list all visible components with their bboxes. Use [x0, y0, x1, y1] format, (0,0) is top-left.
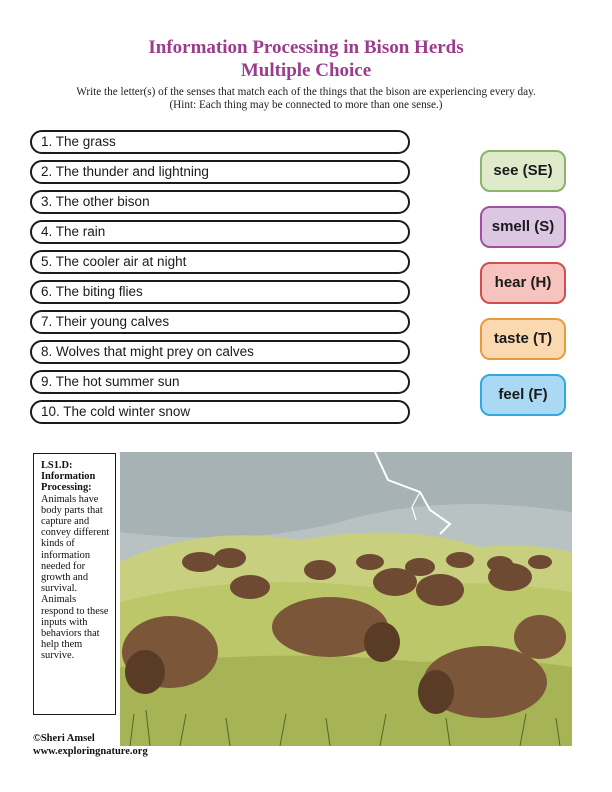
- question-item[interactable]: 5. The cooler air at night: [30, 250, 410, 274]
- sense-feel: feel (F): [480, 374, 566, 416]
- question-item[interactable]: 2. The thunder and lightning: [30, 160, 410, 184]
- worksheet-subtitle: Multiple Choice: [240, 60, 372, 81]
- website-link[interactable]: www.exploringnature.org: [33, 746, 148, 757]
- standard-body: Animals have body parts that capture and convey different kinds of information needed for growth and survival. Animals respond to these inputs with behaviors that help them survive.: [41, 493, 110, 662]
- question-item[interactable]: 4. The rain: [30, 220, 410, 244]
- question-item[interactable]: 6. The biting flies: [30, 280, 410, 304]
- worksheet-title: Information Processing in Bison Herds: [148, 37, 464, 58]
- question-item[interactable]: 10. The cold winter snow: [30, 400, 410, 424]
- sense-see: see (SE): [480, 150, 566, 192]
- sense-hear: hear (H): [480, 262, 566, 304]
- question-item[interactable]: 7. Their young calves: [30, 310, 410, 334]
- bison-herd-illustration: [120, 452, 572, 746]
- question-item[interactable]: 9. The hot summer sun: [30, 370, 410, 394]
- question-item[interactable]: 1. The grass: [30, 130, 410, 154]
- question-item[interactable]: 8. Wolves that might prey on calves: [30, 340, 410, 364]
- copyright: ©Sheri Amsel: [33, 733, 95, 744]
- hint: (Hint: Each thing may be connected to more than one sense.): [169, 99, 443, 111]
- sense-smell: smell (S): [480, 206, 566, 248]
- standard-heading: LS1.D: Information Processing:: [41, 460, 96, 494]
- standard-note-box: [33, 453, 116, 715]
- instructions: Write the letter(s) of the senses that match each of the things that the bison are experiencing every day.: [76, 86, 536, 98]
- sense-taste: taste (T): [480, 318, 566, 360]
- question-item[interactable]: 3. The other bison: [30, 190, 410, 214]
